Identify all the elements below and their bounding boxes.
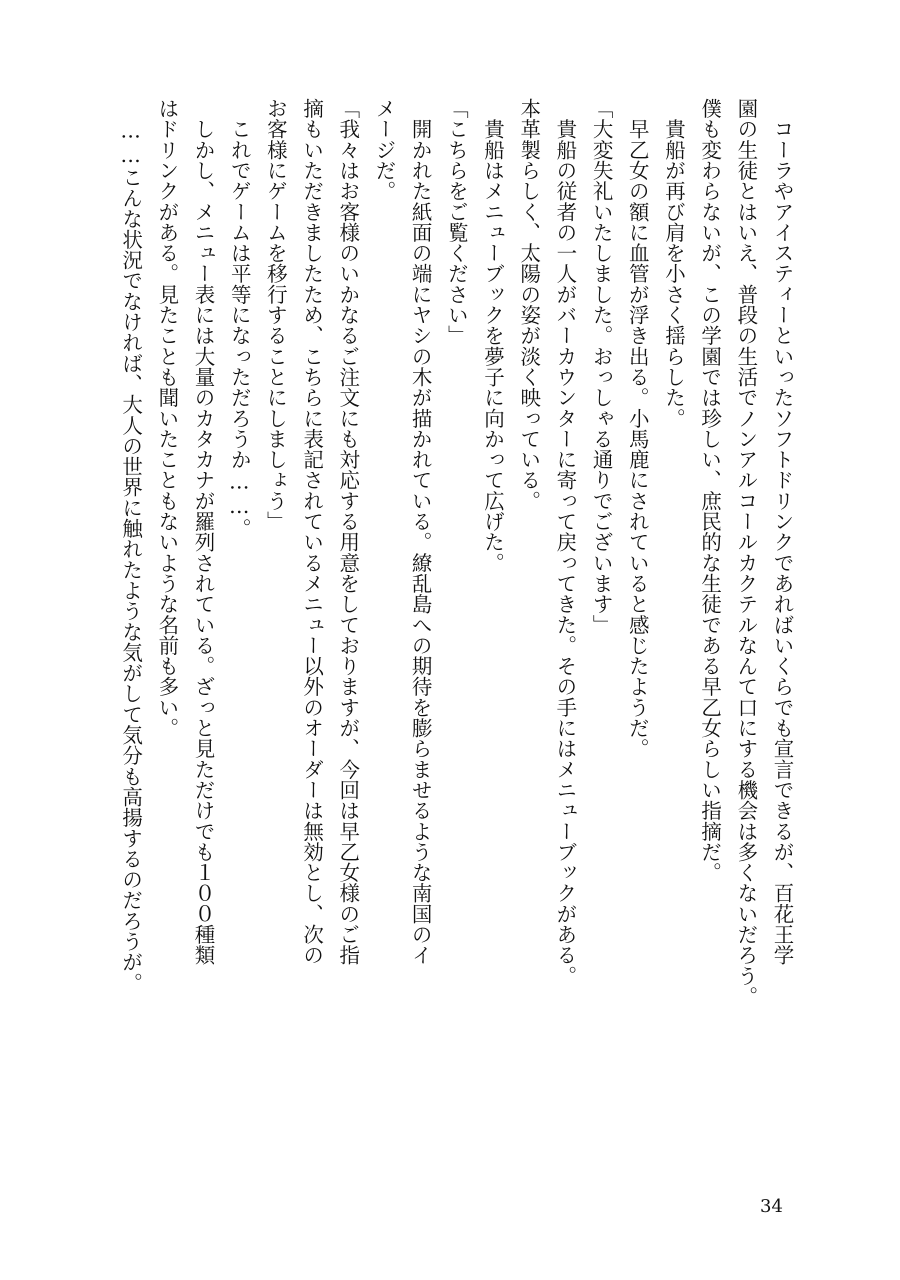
text-line-9: 貴船はメニューブックを夢子に向かって広げた。 <box>480 98 505 573</box>
text-line-16: これでゲームは平等になっただろうか……。 <box>227 98 252 539</box>
text-line-3: 僕も変わらないが、この学園では珍しい、庶民的な生徒である早乙女らしい指摘だ。 <box>697 98 722 883</box>
text-line-7: 貴船の従者の一人がバーカウンターに寄って戻ってきた。その手にはメニューブックがある。 <box>552 98 577 986</box>
text-line-17: しかし、メニュー表には大量のカタカナが羅列されている。ざっと見ただけでも１００種類 <box>191 98 215 966</box>
text-line-12: メージだ。 <box>371 98 396 202</box>
text-line-13: 「我々はお客様のいかなるご注文にも対応する用意をしておりますが、今回は早乙女様のご指 <box>335 98 360 966</box>
body-text <box>110 98 800 1128</box>
text-line-2: 園の生徒とはいえ、普段の生活でノンアルコールカクテルなんて口にする機会は多くないだろう。 <box>733 98 758 1007</box>
text-line-15: お客様にゲームを移行することにしましょう」 <box>263 98 288 532</box>
text-line-10: 「こちらをご覧ください」 <box>444 98 469 346</box>
page-number: 34 <box>760 1196 783 1217</box>
text-line-5: 早乙女の額に血管が浮き出る。小馬鹿にされていると感じたようだ。 <box>625 98 650 759</box>
text-line-8: 本革製らしく、太陽の姿が淡く映っている。 <box>516 98 541 511</box>
text-line-14: 摘もいただきましたため、こちらに表記されているメニュー以外のオーダーは無効とし、次の <box>299 98 324 966</box>
text-line-6: 「大変失礼いたしました。おっしゃる通りでございます」 <box>589 98 614 635</box>
text-line-19: ……こんな状況でなければ、大人の世界に触れたような気がして気分も高揚するのだろうが。 <box>118 98 143 993</box>
text-line-18: はドリンクがある。見たことも聞いたこともないような名前も多い。 <box>154 98 179 739</box>
text-line-4: 貴船が再び肩を小さく揺らした。 <box>661 98 686 429</box>
text-line-11: 開かれた紙面の端にヤシの木が描かれている。繚乱島への期待を膨らませるような南国のイ <box>408 98 433 966</box>
text-line-1: コーラやアイスティーといったソフトドリンクであればいくらでも宣言できるが、百花王学 <box>770 98 794 966</box>
